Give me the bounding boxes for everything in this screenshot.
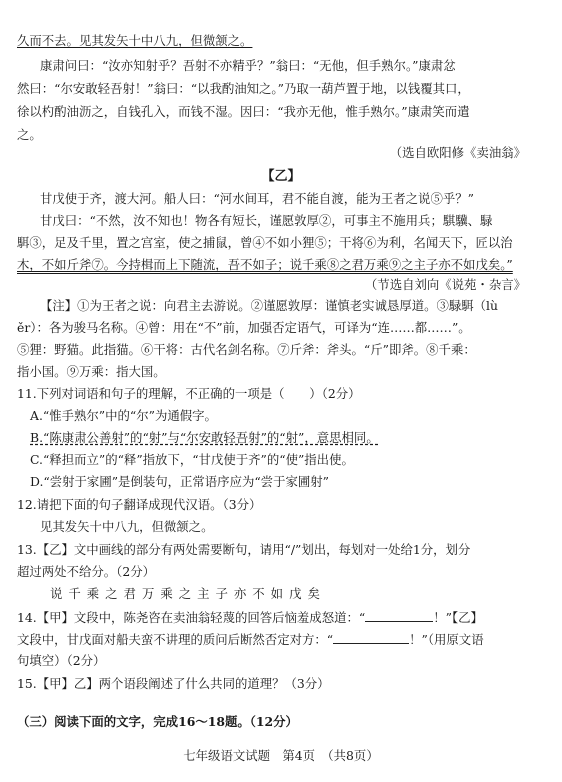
question-12: 12.请把下面的句子翻译成现代汉语。（3分） <box>17 497 262 512</box>
passage-line: 甘戊使于齐，渡大河。船人曰：“河水间耳，君不能自渡，能为王者之说⑤乎？” <box>40 191 474 206</box>
answer-blank-1[interactable] <box>365 609 433 622</box>
question-11: 11.下列对词语和句子的理解，不正确的一项是（ ）（2分） <box>17 386 361 401</box>
passage-text-underlined: 木，不如斤斧⑦。今持楫而上下随流，吾不如子；说千乘⑧之君万乘⑨之主子亦不如戊矣。” <box>17 257 513 272</box>
passage-text: 久而不去。见其发矢十中八九，但微颔之。 <box>17 33 253 48</box>
question-14-text: ！”【乙】 <box>433 610 483 625</box>
passage-line: 然曰：“尔安敢轻吾射！”翁曰：“以我酌油知之。”乃取一葫芦置于地，以钱覆其口， <box>17 81 470 96</box>
source-citation: （选自欧阳修《卖油翁》 <box>389 145 526 160</box>
passage-line: 康肃问曰：“汝亦知射乎？吾射不亦精乎？”翁曰：“无他，但手熟尔。”康肃忿 <box>40 58 456 73</box>
note-line: 指小国。⑨万乘：指大国。 <box>17 364 166 379</box>
question-14-cont <box>17 631 484 648</box>
option-b <box>30 430 379 446</box>
option-b-text: B.“陈康肃公善射”的“射”与“尔安敢轻吾射”的“射”，意思相同。 <box>30 430 379 445</box>
question-12-sentence: 见其发矢十中八九，但微颔之。 <box>40 519 214 534</box>
page-footer: 七年级语文试题 第4页 （共8页） <box>183 748 379 763</box>
passage-line <box>17 257 513 273</box>
question-15: 15.【甲】乙】两个语段阐述了什么共同的道理？（3分） <box>17 676 330 691</box>
question-13-cont: 超过两处不给分。（2分） <box>17 564 155 579</box>
passage-line: 駬③，足及千里，置之宫室，使之捕鼠，曾④不如小狸⑤；干将⑥为利，名闻天下，匠以治 <box>17 235 513 250</box>
question-14 <box>17 609 483 626</box>
passage-line <box>17 33 252 49</box>
question-14-text: ！”（用原文语 <box>409 632 484 647</box>
answer-blank-2[interactable] <box>333 631 409 644</box>
source-citation: （节选自刘向《说苑・杂言》 <box>364 277 526 292</box>
passage-line: 甘戊曰：“不然，汝不知也！物各有短长，谨愿敦厚②，可事主不施用兵；騏驥、騄 <box>40 213 493 228</box>
option-c: C.“释担而立”的“释”指放下，“甘戊使于齐”的“使”指出使。 <box>30 452 354 467</box>
question-13-sentence: 说千乘之君万乘之主子亦不如戊矣 <box>50 586 326 601</box>
passage-line: 徐以杓酌油沥之，自钱孔入，而钱不湿。因曰：“我亦无他，惟手熟尔。”康肃笑而遣 <box>17 104 470 119</box>
passage-line: 之。 <box>17 127 42 142</box>
question-14-cont: 句填空）（2分） <box>17 653 106 668</box>
note-line: ⑤狸：野猫。此指猫。⑥干将：古代名剑名称。⑦斤斧：斧头。“斤”即斧。⑧千乘： <box>17 342 476 357</box>
section-heading-yi: 【乙】 <box>261 169 301 184</box>
option-d: D.“尝射于家圃”是倒装句，正常语序应为“尝于家圃射” <box>30 474 329 489</box>
question-13: 13.【乙】文中画线的部分有两处需要断句，请用“/”划出，每划对一处给1分，划分 <box>17 542 471 557</box>
question-14-text: 文段中，甘戊面对船夫蛮不讲理的质问后断然否定对方：“ <box>17 632 334 647</box>
option-a: A.“惟手熟尔”中的“尔”为通假字。 <box>30 408 217 423</box>
note-line: 【注】①为王者之说：向君主去游说。②谨愿敦厚：谨慎老实诚恳厚道。③騄駬（lù <box>40 298 499 313</box>
part-3-heading: （三）阅读下面的文字，完成16～18题。（12分） <box>17 714 298 729</box>
note-line: ěr）：各为骏马名称。④曾：用在“不”前，加强否定语气，可译为“连……都……”。 <box>17 320 471 335</box>
question-14-text: 14.【甲】文段中，陈尧咨在卖油翁轻蔑的回答后恼羞成怒道：“ <box>17 610 366 625</box>
